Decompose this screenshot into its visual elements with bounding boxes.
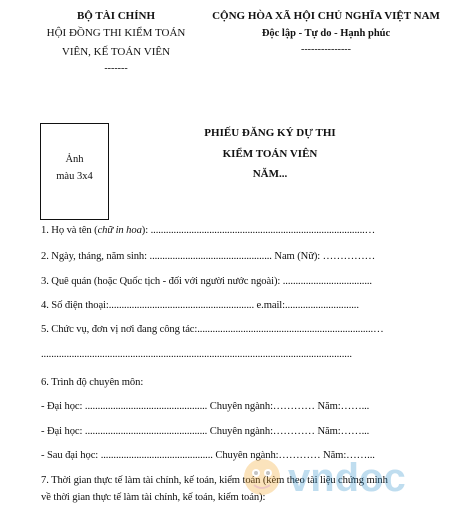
field-position: 5. Chức vụ, đơn vị nơi đang công tác:.....................................................................… [41, 324, 384, 335]
council-name-line2: VIÊN, KẾ TOÁN VIÊN [61, 46, 171, 58]
field-degree-2: - Đại học: ................................................ Chuyên ngành:………… Năm:……... [41, 426, 370, 437]
form-title: PHIẾU ĐĂNG KÝ DỰ THI [204, 127, 336, 139]
nation-name: CỘNG HÒA XÃ HỘI CHỦ NGHĨA VIỆT NAM [212, 10, 440, 22]
form-subtitle: KIỂM TOÁN VIÊN [222, 148, 318, 160]
field-position-continued: .......................................................................................................................... [41, 349, 352, 360]
field-experience-line2: về thời gian thực tế làm tài chính, kế toán, kiểm toán): [41, 492, 266, 503]
watermark-text: vndoc [288, 456, 406, 500]
field-full-name-hint: chữ in hoa [97, 225, 142, 236]
field-date-of-birth: 2. Ngày, tháng, năm sinh: ................................................ Nam (Nữ): …………… [41, 251, 376, 262]
header-left-rule: ------- [104, 63, 128, 74]
field-full-name-label: 1. Họ và tên ( [41, 225, 98, 236]
ministry-name: BỘ TÀI CHÍNH [76, 10, 156, 22]
national-motto: Độc lập - Tự do - Hạnh phúc [261, 28, 391, 39]
form-year: NĂM... [252, 168, 288, 180]
field-phone-email: 4. Số điện thoại:......................................................... e.mail:............................. [41, 300, 359, 311]
field-full-name-dots: ): ....................................................................................… [141, 225, 376, 236]
photo-label-line2: màu 3x4 [56, 171, 93, 182]
photo-label-line1: Ảnh [65, 154, 84, 165]
field-degree-1: - Đại học: ................................................ Chuyên ngành:………… Năm:……... [41, 401, 370, 412]
field-postgraduate: - Sau đại học: ............................................ Chuyên ngành:………… Năm:……... [41, 450, 375, 461]
field-hometown: 3. Quê quán (hoặc Quốc tịch - đối với người nước ngoài): ................................... [41, 276, 372, 287]
council-name-line1: HỘI ĐỒNG THI KIỂM TOÁN [46, 27, 186, 39]
field-experience-line1: 7. Thời gian thực tế làm tài chính, kế toán, kiểm toán (kèm theo tài liệu chứng minh [41, 475, 388, 486]
field-qualification: 6. Trình độ chuyên môn: [41, 377, 144, 388]
header-right-rule: --------------- [301, 44, 351, 55]
field-full-name [41, 225, 375, 236]
photo-placeholder-box [40, 123, 109, 220]
